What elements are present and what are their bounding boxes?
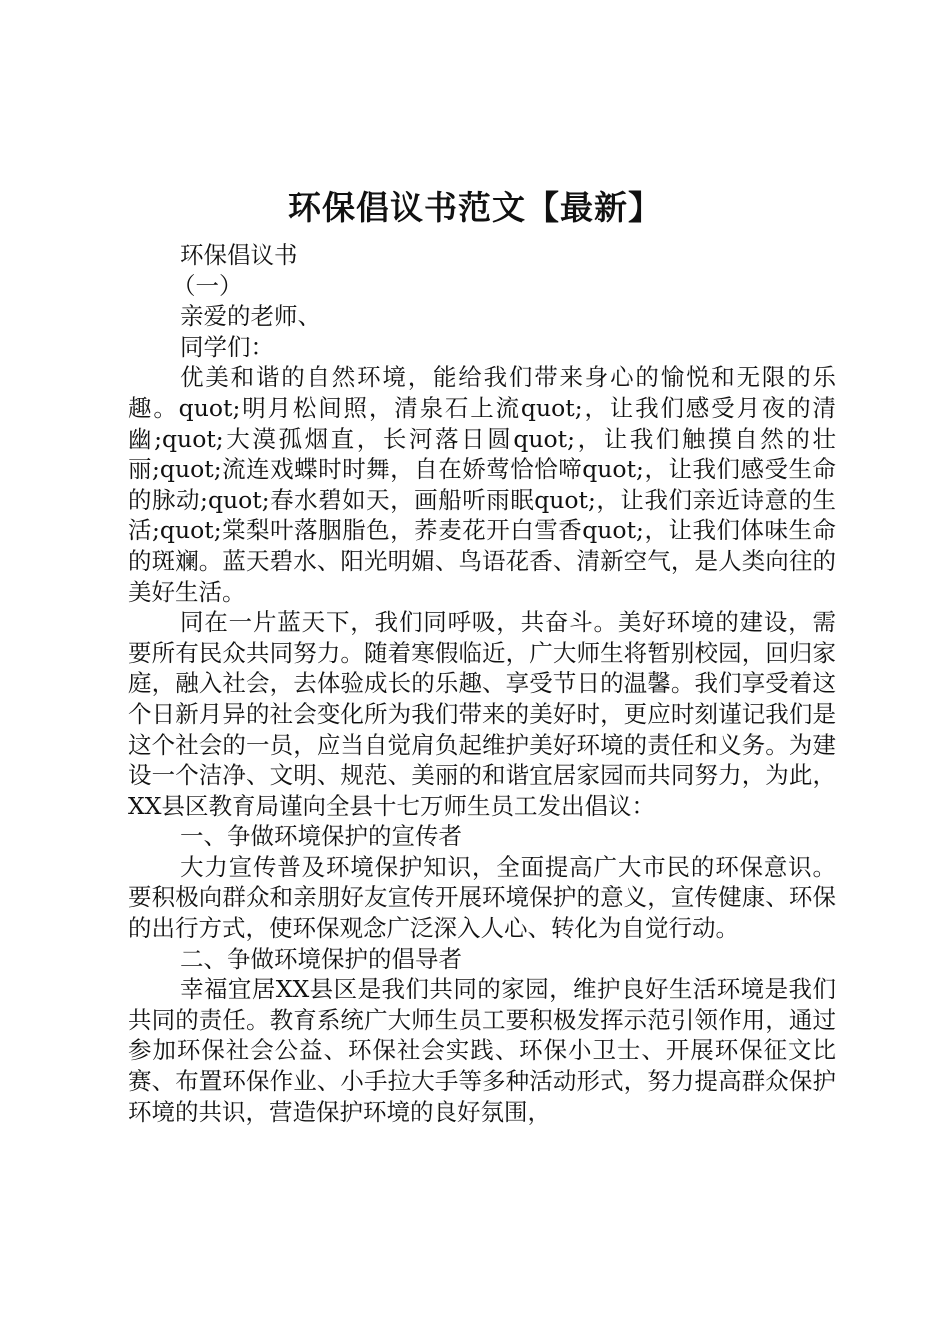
- section-number: （一）: [172, 271, 243, 300]
- salutation-line-1: 亲爱的老师、: [180, 302, 321, 331]
- heading-proposal: 环保倡议书: [180, 241, 298, 269]
- document-body: [128, 240, 836, 1127]
- paragraph-intro: 优美和谐的自然环境，能给我们带来身心的愉悦和无限的乐趣。quot;明月松间照，清泉石上流quot;，让我们感受月夜的清幽;quot;大漠孤烟直，长河落日圆quot;，让我们触摸自然的壮丽;quot;流连戏蝶时时舞，自在娇莺恰恰啼quot;，让我们感受生命的脉动;quot;春水碧如天，画船听雨眠quot;，让我们亲近诗意的生活;quot;棠梨叶落胭脂色，荞麦花开白雪香quot;，让我们体味生命的斑斓。蓝天碧水、阳光明媚、鸟语花香、清新空气，是人类向往的美好生活。: [128, 363, 836, 606]
- heading-item-1: 一、争做环境保护的宣传者: [180, 822, 462, 851]
- paragraph-item-2: 幸福宜居XX县区是我们共同的家园，维护良好生活环境是我们共同的责任。教育系统广大师生员工要积极发挥示范引领作用，通过参加环保社会公益、环保社会实践、环保小卫士、开展环保征文比赛、布置环保作业、小手拉大手等多种活动形式，努力提高群众保护环境的共识，营造保护环境的良好氛围，: [128, 975, 836, 1126]
- salutation-line-2: 同学们：: [180, 332, 274, 361]
- paragraph-call: 同在一片蓝天下，我们同呼吸，共奋斗。美好环境的建设，需要所有民众共同努力。随着寒假临近，广大师生将暂别校园，回归家庭，融入社会，去体验成长的乐趣、享受节日的温馨。我们享受着这个日新月异的社会变化所为我们带来的美好时，更应时刻谨记我们是这个社会的一员，应当自觉肩负起维护美好环境的责任和义务。为建设一个洁净、文明、规范、美丽的和谐宜居家园而共同努力，为此，XX县区教育局谨向全县十七万师生员工发出倡议：: [128, 608, 836, 820]
- document-title: 环保倡议书范文【最新】: [288, 188, 662, 227]
- paragraph-item-1: 大力宣传普及环境保护知识，全面提高广大市民的环保意识。要积极向群众和亲朋好友宣传开展环境保护的意义，宣传健康、环保的出行方式，使环保观念广泛深入人心、转化为自觉行动。: [128, 852, 836, 943]
- heading-item-2: 二、争做环境保护的倡导者: [180, 944, 462, 973]
